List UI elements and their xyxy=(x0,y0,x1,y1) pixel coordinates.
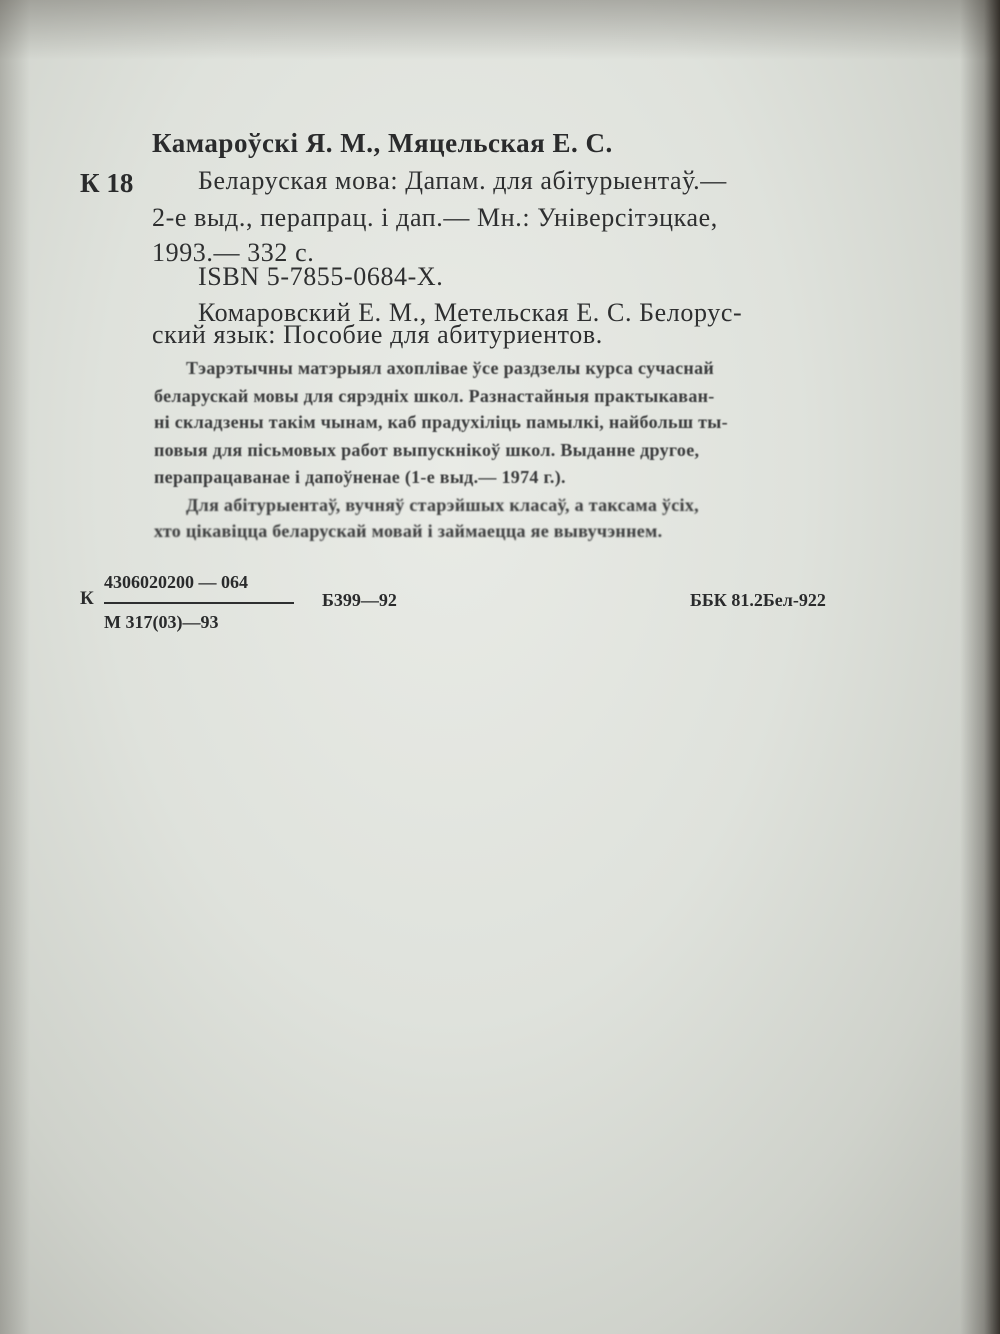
annotation-line: хто цікавіцца беларускай мовай і займаецца яе вывучэннем. xyxy=(154,521,663,541)
bbk-code: ББК 81.2Бел-922 xyxy=(690,590,826,610)
annotation-line: беларускай мовы для сярэдніх школ. Разнастайныя практыкаван- xyxy=(154,386,715,406)
annotation-line: перапрацаванае і дапоўненае (1-е выд.— 1974 г.). xyxy=(154,467,566,487)
page-left-edge-shadow xyxy=(0,0,30,1334)
index-fraction-line xyxy=(104,602,294,604)
index-denominator: М 317(03)—93 xyxy=(104,612,219,632)
page-right-edge-shadow xyxy=(960,0,1000,1334)
annotation-line: Для абітурыентаў, вучняў старэйшых класаў, а таксама ўсіх, xyxy=(186,495,699,515)
index-letter: К xyxy=(80,588,94,609)
description-line: 2-е выд., перапрац. і дап.— Мн.: Універсітэцкае, xyxy=(152,203,718,232)
page-top-shadow xyxy=(0,0,1000,60)
annotation-line: повыя для пісьмовых работ выпускнікоў школ. Выданне другое, xyxy=(154,440,700,460)
description-line: 1993.— 332 с. xyxy=(152,238,315,267)
index-numerator: 4306020200 — 064 xyxy=(104,572,248,592)
bz-code: Б399—92 xyxy=(322,590,397,610)
description-line: Беларуская мова: Дапам. для абітурыентаў.— xyxy=(198,166,727,195)
call-number: К 18 xyxy=(80,168,134,198)
isbn-line: ISBN 5-7855-0684-X. xyxy=(198,262,444,291)
russian-title-line: ский язык: Пособие для абитуриентов. xyxy=(152,320,603,349)
annotation-line: ні складзены такім чынам, каб прадухіліць памылкі, найбольш ты- xyxy=(154,412,728,432)
russian-title-line: Комаровский Е. М., Метельская Е. С. Белорус- xyxy=(198,298,743,327)
annotation-line: Тэарэтычны матэрыял ахоплівае ўсе раздзелы курса сучаснай xyxy=(186,358,715,378)
authors-line: Камароўскі Я. М., Мяцельская Е. С. xyxy=(152,128,613,158)
